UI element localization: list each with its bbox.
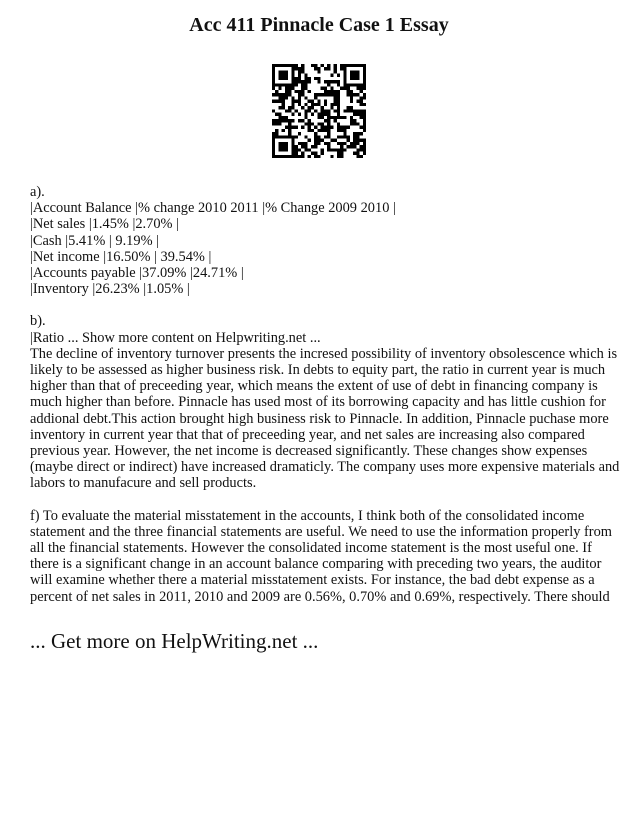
paragraph-line: higher than that of preceeding year, which means the extent of use of debt in financing company is [30, 378, 598, 395]
paragraph-line: percent of net sales in 2011, 2010 and 2009 are 0.56%, 0.70% and 0.69%, respectively. There should [30, 588, 610, 605]
section-a-label: a). [30, 184, 45, 200]
table-row: |Net income |16.50% | 39.54% | [30, 248, 212, 265]
paragraph-line: f) To evaluate the material misstatement in the accounts, I think both of the consolidated income [30, 507, 585, 524]
paragraph-line: labors to manufacure and sell products. [30, 475, 257, 492]
paragraph-line: addional debt.This action brought high business risk to Pinnacle. In addition, Pinnacle puchase more [30, 410, 609, 427]
table-row: |Inventory |26.23% |1.05% | [30, 281, 190, 298]
paragraph-line: likely to be assessed as higher business risk. In debts to equity part, the ratio in current year is much [30, 362, 606, 379]
paragraph-line: inventory in current year that that of preceeding year, and net sales are increasing also compared [30, 426, 585, 443]
table-row: |Net sales |1.45% |2.70% | [30, 216, 180, 233]
table-row: |Account Balance |% change 2010 2011 |% Change 2009 2010 | [30, 200, 396, 217]
paragraph-line: previous year. However, the net income is decreased significantly. These changes show expenses [30, 443, 588, 460]
paragraph-line: much higher than before. Pinnacle has used most of its borrowing capacity and has little cushion for [30, 394, 606, 411]
paragraph-line: will examine whether there a material misstatement exists. For instance, the bad debt expense as a [30, 572, 595, 589]
paragraph-line: The decline of inventory turnover presents the incresed possibility of inventory obsolescence which is [30, 345, 618, 362]
table-row: |Cash |5.41% | 9.19% | [30, 232, 160, 249]
section-b-label: b). [30, 313, 46, 330]
get-more-link[interactable]: ... Get more on HelpWriting.net ... [30, 629, 319, 653]
paragraph-line: all the financial statements. However the consolidated income statement is the most useful one. If [30, 540, 592, 557]
essay-body [30, 184, 620, 605]
qr-code-icon [272, 64, 366, 158]
paragraph-line: |Ratio ... Show more content on Helpwriting.net ... [30, 329, 321, 346]
paragraph-line: there is a significant change in an account balance comparing with preceding two years, the auditor [30, 556, 602, 573]
table-row: |Accounts payable |37.09% |24.71% | [30, 265, 244, 282]
paragraph-line: (maybe direct or indirect) have increased dramaticly. The company uses more expensive materials and [30, 459, 620, 476]
page-title: Acc 411 Pinnacle Case 1 Essay [189, 14, 449, 36]
paragraph-line: statement and the three financial statements are useful. We need to use the information properly from [30, 523, 612, 540]
